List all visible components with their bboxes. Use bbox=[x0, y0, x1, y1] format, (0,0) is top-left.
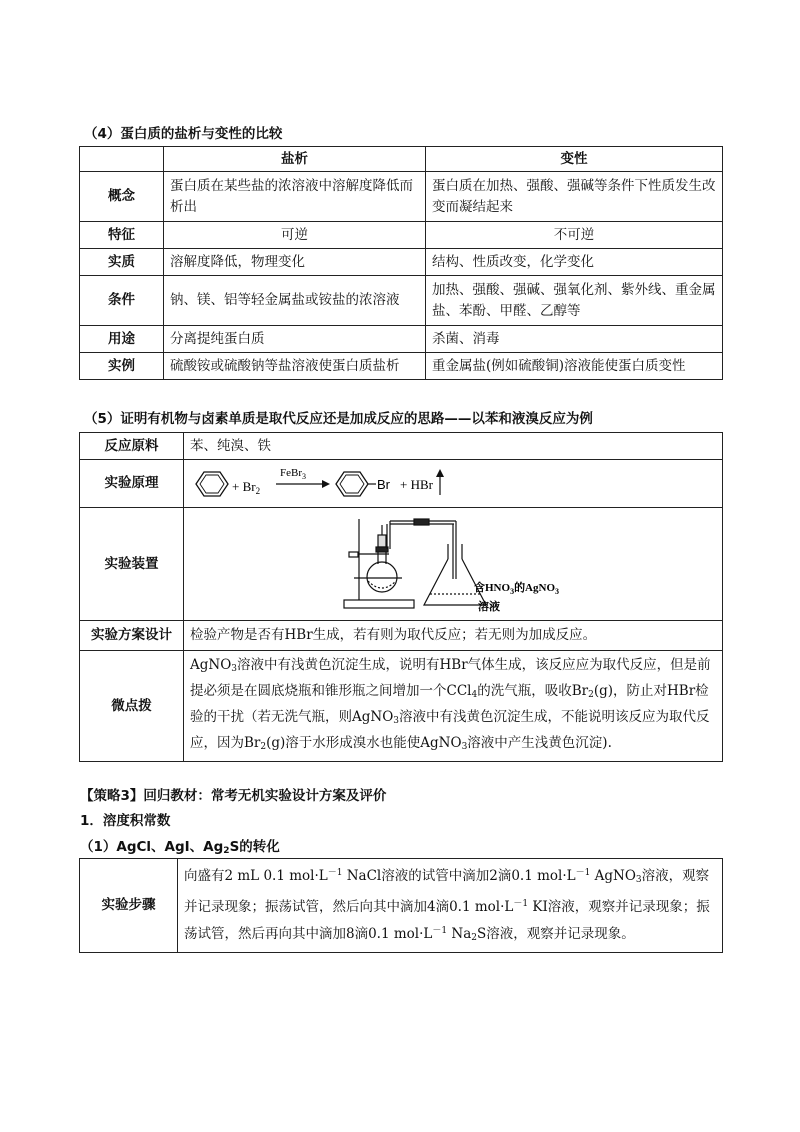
table-row bbox=[80, 460, 723, 508]
row-label: 实验原理 bbox=[80, 460, 184, 508]
section4-heading: （4）蛋白质的盐析与变性的比较 bbox=[84, 126, 283, 142]
salting-cell: 分离提纯蛋白质 bbox=[164, 326, 426, 353]
table-row bbox=[80, 651, 723, 762]
row-label: 实验步骤 bbox=[80, 859, 178, 953]
reaction-equation-cell bbox=[184, 460, 723, 508]
row-label: 特征 bbox=[80, 222, 164, 249]
denature-cell: 蛋白质在加热、强酸、强碱等条件下性质发生改变而凝结起来 bbox=[426, 172, 723, 222]
denature-cell: 结构、性质改变，化学变化 bbox=[426, 249, 723, 276]
solubility-heading: 1．溶度积常数 bbox=[80, 813, 171, 829]
experiment-steps-table bbox=[79, 858, 723, 953]
plus-br2-text: + $Br_2$ bbox=[232, 478, 261, 496]
benzene-inner-icon bbox=[200, 475, 224, 493]
row-label: 实验装置 bbox=[80, 508, 184, 621]
plus-hbr-text: + HBr bbox=[400, 476, 433, 492]
glass-tube-icon bbox=[387, 519, 456, 579]
steps-cell: 向盛有2 mL 0.1 $mol\cdot L^{-1}$ NaCl溶液的试管中滴加2滴0.1 $mol\cdot L^{-1}$ AgNO$_3$溶液，观察并记录现象；振荡试管，然后向其中滴加4滴0.1 $mol\cdot L^{-1}$ KI溶液，观察并记录现象；振荡试管，然后再向其中滴加8滴0.1 $mol\cdot L^{-1}$ $Na_2S$溶液，观察并记录现象。 bbox=[178, 859, 723, 953]
row-label: 实例 bbox=[80, 353, 164, 380]
arrow-head-icon bbox=[322, 480, 330, 488]
flask-caption: 含$HNO_3$的AgNO$_3$ bbox=[474, 581, 560, 596]
catalyst-label: FeBr$_3$ bbox=[280, 466, 306, 481]
gas-arrow-head-icon bbox=[436, 469, 444, 477]
column-header-salting: 盐析 bbox=[164, 147, 426, 172]
table-row bbox=[80, 249, 723, 276]
table-row bbox=[80, 508, 723, 621]
row-label: 反应原料 bbox=[80, 433, 184, 460]
denature-cell: 杀菌、消毒 bbox=[426, 326, 723, 353]
denature-cell: 不可逆 bbox=[426, 222, 723, 249]
column-header-denature: 变性 bbox=[426, 147, 723, 172]
reaction-equation-diagram bbox=[184, 461, 721, 507]
table-row bbox=[80, 353, 723, 380]
table-row bbox=[80, 859, 723, 953]
table-row bbox=[80, 326, 723, 353]
bromobenzene-br-text: Br bbox=[377, 476, 390, 492]
row-label: 条件 bbox=[80, 276, 164, 326]
raw-material-cell: 苯、纯溴、铁 bbox=[184, 433, 723, 460]
protein-comparison-table bbox=[79, 146, 723, 380]
benzene-ring-icon bbox=[196, 472, 228, 496]
salting-cell: 硫酸铵或硫酸钠等盐溶液使蛋白质盐析 bbox=[164, 353, 426, 380]
strategy-heading: 【策略3】回归教材：常考无机实验设计方案及评价 bbox=[80, 788, 387, 804]
salting-cell: 溶解度降低，物理变化 bbox=[164, 249, 426, 276]
apparatus-cell bbox=[184, 508, 723, 621]
benzene-ring-product-icon bbox=[336, 472, 368, 496]
conical-flask-icon bbox=[424, 544, 486, 605]
row-label: 概念 bbox=[80, 172, 164, 222]
round-bottom-flask-icon bbox=[367, 525, 397, 592]
conversion-heading: （1）AgCl、AgI、$Ag_2S$的转化 bbox=[80, 839, 280, 856]
denature-cell: 重金属盐(例如硫酸铜)溶液能使蛋白质变性 bbox=[426, 353, 723, 380]
salting-cell: 蛋白质在某些盐的浓溶液中溶解度降低而析出 bbox=[164, 172, 426, 222]
salting-cell: 钠、镁、铝等轻金属盐或铵盐的浓溶液 bbox=[164, 276, 426, 326]
design-cell: 检验产物是否有HBr生成，若有则为取代反应；若无则为加成反应。 bbox=[184, 621, 723, 651]
table-row bbox=[80, 276, 723, 326]
row-label: 实验方案设计 bbox=[80, 621, 184, 651]
row-label: 用途 bbox=[80, 326, 164, 353]
table-row bbox=[80, 172, 723, 222]
table-header-row bbox=[80, 147, 723, 172]
salting-cell: 可逆 bbox=[164, 222, 426, 249]
denature-cell: 加热、强酸、强碱、强氧化剂、紫外线、重金属盐、苯酚、甲醛、乙醇等 bbox=[426, 276, 723, 326]
row-label: 微点拨 bbox=[80, 651, 184, 762]
table-row bbox=[80, 433, 723, 460]
flask-caption-solution: 溶液 bbox=[478, 600, 500, 613]
tip-cell: AgNO$_3$溶液中有浅黄色沉淀生成，说明有HBr气体生成，该反应应为取代反应，但是前提必须是在圆底烧瓶和锥形瓶之间增加一个CCl$_4$的洗气瓶，吸收$Br_2(g)$，防止对HBr检验的干扰（若无洗气瓶，则AgNO$_3$溶液中有浅黄色沉淀生成，不能说明该反应为取代反应，因为$Br_2(g)$溶于水形成溴水也能使AgNO$_3$溶液中产生浅黄色沉淀). bbox=[184, 651, 723, 762]
iron-stand-icon bbox=[344, 519, 414, 608]
bromination-table bbox=[79, 432, 723, 762]
section5-heading: （5）证明有机物与卤素单质是取代反应还是加成反应的思路——以苯和液溴反应为例 bbox=[84, 411, 593, 427]
table-row bbox=[80, 621, 723, 651]
row-label: 实质 bbox=[80, 249, 164, 276]
apparatus-diagram bbox=[184, 509, 721, 620]
corner-cell bbox=[80, 147, 164, 172]
benzene-inner-product-icon bbox=[340, 475, 364, 493]
table-row bbox=[80, 222, 723, 249]
